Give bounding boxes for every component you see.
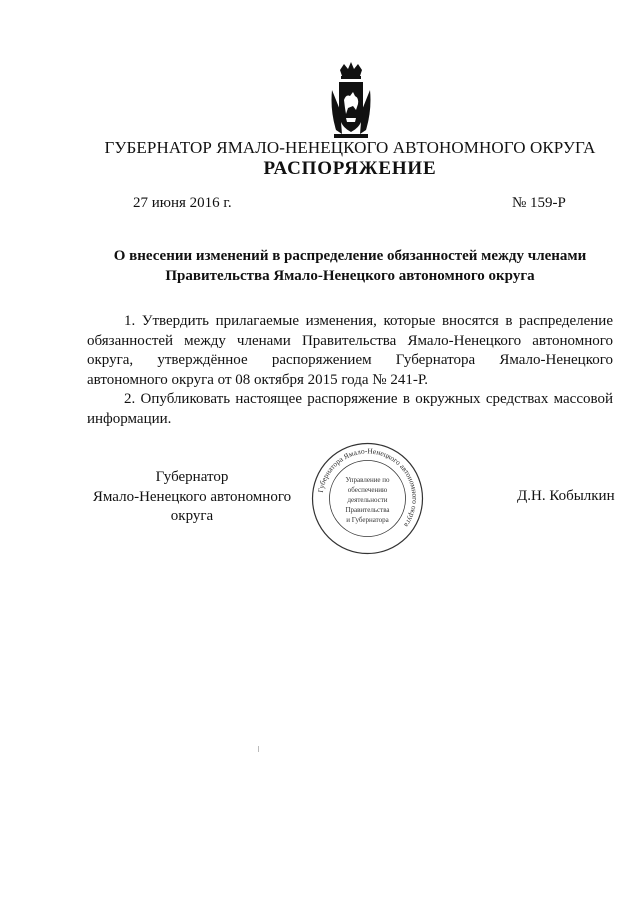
body-paragraph-1: 1. Утвердить прилагаемые изменения, которые вносятся в распределение обязанностей между членами Правительства Ямало-Ненецкого автономного округа, утверждённое распоряжением Губернатора Ямало-Ненецкого автономного округа от 08 октября 2015 года № 241-Р. xyxy=(87,313,613,388)
document-date: 27 июня 2016 г. xyxy=(133,195,232,211)
document-body xyxy=(87,312,613,429)
stamp-center-line-1: Управление по xyxy=(345,476,390,484)
stamp-center-line-2: обеспечению xyxy=(347,486,388,494)
document-subject xyxy=(100,246,600,286)
body-paragraph-2: 2. Опубликовать настоящее распоряжение в окружных средствах массовой информации. xyxy=(87,391,613,427)
signer-name: Д.Н. Кобылкин xyxy=(517,488,615,504)
stamp-center-line-3: деятельности xyxy=(347,496,388,504)
stamp-center-line-4: Правительства xyxy=(345,506,390,514)
document-number: № 159-Р xyxy=(512,195,566,211)
subject-line-1: О внесении изменений в распределение обязанностей между членами xyxy=(113,248,587,264)
document-type-title: РАСПОРЯЖЕНИЕ xyxy=(263,158,437,179)
subject-line-2: Правительства Ямало-Ненецкого автономного округа xyxy=(165,268,535,284)
scan-artifact xyxy=(258,746,259,752)
stamp-center-line-5: и Губернатора xyxy=(346,516,389,524)
signer-position xyxy=(82,468,302,527)
issuing-authority: ГУБЕРНАТОР ЯМАЛО-НЕНЕЦКОГО АВТОНОМНОГО ОКРУГА xyxy=(104,138,596,157)
official-stamp xyxy=(310,441,425,556)
coat-of-arms-icon xyxy=(326,60,376,140)
stamp-ring-text: Губернатора Ямало-Ненецкого автономного округа xyxy=(315,446,420,530)
signer-position-line-2: Ямало-Ненецкого автономного округа xyxy=(92,488,292,524)
signer-position-line-1: Губернатор xyxy=(155,469,229,485)
